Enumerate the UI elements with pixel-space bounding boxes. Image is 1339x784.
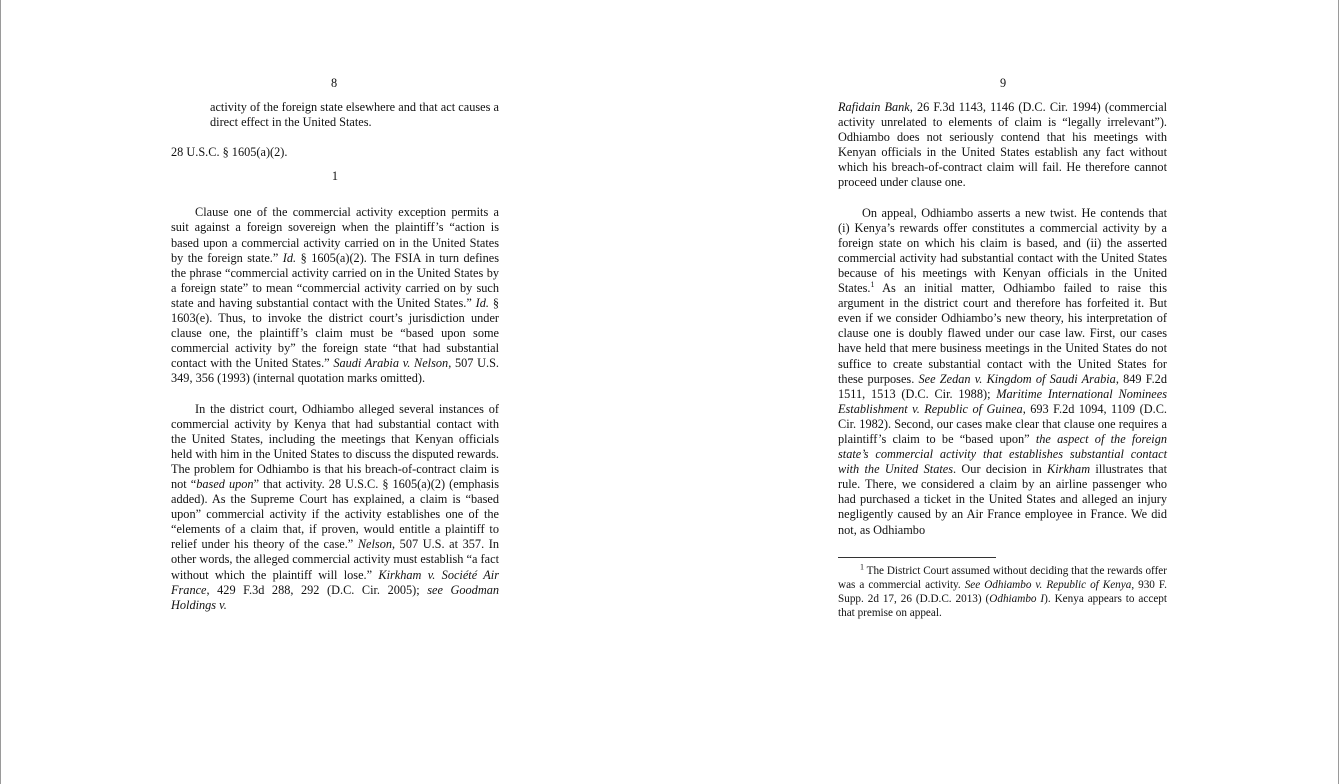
block-quote: activity of the foreign state elsewhere and that act causes a direct effect in the United States.: [210, 100, 499, 130]
page-text-column: [171, 100, 499, 613]
page-8: 8 activity of the foreign state elsewhere and that act causes a direct effect in the United States. 28 U.S.C. § 1605(a)(2). 1 Clause one of the commercial activity exception permits a suit against a foreign sovereign when the plaintiff’s “action is based upon a commercial activity carried on in the United States by the foreign state.” Id. § 1605(a)(2). The FSIA in turn defines the phrase “commercial activity carried on in the United States by a foreign state” to mean “commercial activity carried on by such state and having substantial contact with the United States.” Id. § 1603(e). Thus, to invoke the district court’s jurisdiction under clause one, the plaintiff’s claim must be “based upon some commercial activity by” the foreign state “that had substantial contact with the United States.” Saudi Arabia v. Nelson, 507 U.S. 349, 356 (1993) (internal quotation marks omitted). In the district court, Odhiambo alleged several instances of commercial activity by Kenya that had substantial contact with the United States, including the meetings that Kenyan officials held with him in the United States to discuss the disputed rewards. The problem for Odhiambo is that his breach-of-contract claim is not “based upon” that activity. 28 U.S.C. § 1605(a)(2) (emphasis added). As the Supreme Court has explained, a claim is “based upon” commercial activity if the activity establishes one of the “elements of a claim that, if proven, would entitle a plaintiff to relief under his theory of the case.” Nelson, 507 U.S. at 357. In other words, the alleged commercial activity must establish “a fact without which the plaintiff will lose.” Kirkham v. Société Air France, 429 F.3d 288, 292 (D.C. Cir. 2005); see Goodman Holdings v.: [171, 76, 500, 612]
footnote-reference[interactable]: 1: [870, 279, 875, 289]
paragraph: In the district court, Odhiambo alleged several instances of commercial activity by Kenya that had substantial contact with the United States, including the meetings that Kenyan officials held with him in the United States to discuss the disputed rewards. The problem for Odhiambo is that his breach-of-contract claim is not “based upon” that activity. 28 U.S.C. § 1605(a)(2) (emphasis added). As the Supreme Court has explained, a claim is “based upon” commercial activity if the activity establishes one of the “elements of a claim that, if proven, would entitle a plaintiff to relief under his theory of the case.” Nelson, 507 U.S. at 357. In other words, the alleged commercial activity must establish “a fact without which the plaintiff will lose.” Kirkham v. Société Air France, 429 F.3d 288, 292 (D.C. Cir. 2005); see Goodman Holdings v.: [171, 401, 500, 612]
paragraph: Clause one of the commercial activity exception permits a suit against a foreign sovereign when the plaintiff’s “action is based upon a commercial activity carried on in the United States by the foreign state.” Id. § 1605(a)(2). The FSIA in turn defines the phrase “commercial activity carried on in the United States by a foreign state” to mean “commercial activity carried on by such state and having substantial contact with the United States.” Id. § 1603(e). Thus, to invoke the district court’s jurisdiction under clause one, the plaintiff’s claim must be “based upon some commercial activity by” the foreign state “that had substantial contact with the United States.” Saudi Arabia v. Nelson, 507 U.S. 349, 356 (1993) (internal quotation marks omitted).: [171, 205, 499, 386]
footnote: $^1$ The District Court assumed without deciding that the rewards offer was a commercial activity. See Odhiambo v. Republic of Kenya, 930 F. Supp. 2d 17, 26 (D.D.C. 2013) (Odhiambo I). Kenya appears to accept that premise on appeal.: [838, 561, 1167, 619]
statute-citation: 28 U.S.C. § 1605(a)(2).: [171, 145, 288, 160]
section-heading: 1: [331, 169, 339, 184]
page-text-column: [838, 100, 1167, 620]
page-9: 9 Rafidain Bank, 26 F.3d 1143, 1146 (D.C. Cir. 1994) (commercial activity unrelated to elements of claim is “legally irrelevant”). Odhiambo does not seriously contend that his meetings with Kenyan officials in the United States establish any fact without which his breach-of-contract claim will fail. He therefore cannot proceed under clause one. On appeal, Odhiambo asserts a new twist. He contends that (i) Kenya’s rewards offer constitutes a commercial activity by a foreign state on which his claim is based, and (ii) the asserted commercial activity had substantial contact with the United States because of his meetings with Kenyan officials in the United States.$^1$ As an initial matter, Odhiambo failed to raise this argument in the district court and therefore has forfeited it. But even if we consider Odhiambo’s new theory, his interpretation of clause one is doubly flawed under our case law. First, our cases have held that mere business meetings in the United States do not suffice to create substantial contact with the United States for these purposes. See Zedan v. Kingdom of Saudi Arabia, 849 F.2d 1511, 1513 (D.C. Cir. 1988); Maritime International Nominees Establishment v. Republic of Guinea, 693 F.2d 1094, 1109 (D.C. Cir. 1982). Second, our cases make clear that clause one requires a plaintiff’s claim to be “based upon” the aspect of the foreign state’s commercial activity that establishes substantial contact with the United States. Our decision in Kirkham illustrates that rule. There, we considered a claim by an airline passenger who had purchased a ticket in the United States and alleged an injury negligently caused by an Air France employee in France. We did not, as Odhiambo $^1$ The District Court assumed without deciding that the rewards offer was a commercial activity. See Odhiambo v. Republic of Kenya, 930 F. Supp. 2d 17, 26 (D.D.C. 2013) (Odhiambo I). Kenya appears to accept that premise on appeal.: [838, 76, 1168, 619]
paragraph: Rafidain Bank, 26 F.3d 1143, 1146 (D.C. Cir. 1994) (commercial activity unrelated to elements of claim is “legally irrelevant”). Odhiambo does not seriously contend that his meetings with Kenyan officials in the United States establish any fact without which his breach-of-contract claim will fail. He therefore cannot proceed under clause one.: [838, 100, 1168, 190]
footnote-divider: [838, 557, 996, 558]
paragraph: On appeal, Odhiambo asserts a new twist. He contends that (i) Kenya’s rewards offer constitutes a commercial activity by a foreign state on which his claim is based, and (ii) the asserted commercial activity had substantial contact with the United States because of his meetings with Kenyan officials in the United States.$^1$ As an initial matter, Odhiambo failed to raise this argument in the district court and therefore has forfeited it. But even if we consider Odhiambo’s new theory, his interpretation of clause one is doubly flawed under our case law. First, our cases have held that mere business meetings in the United States do not suffice to create substantial contact with the United States for these purposes. See Zedan v. Kingdom of Saudi Arabia, 849 F.2d 1511, 1513 (D.C. Cir. 1988); Maritime International Nominees Establishment v. Republic of Guinea, 693 F.2d 1094, 1109 (D.C. Cir. 1982). Second, our cases make clear that clause one requires a plaintiff’s claim to be “based upon” the aspect of the foreign state’s commercial activity that establishes substantial contact with the United States. Our decision in Kirkham illustrates that rule. There, we considered a claim by an airline passenger who had purchased a ticket in the United States and alleged an injury negligently caused by an Air France employee in France. We did not, as Odhiambo: [838, 205, 1167, 537]
